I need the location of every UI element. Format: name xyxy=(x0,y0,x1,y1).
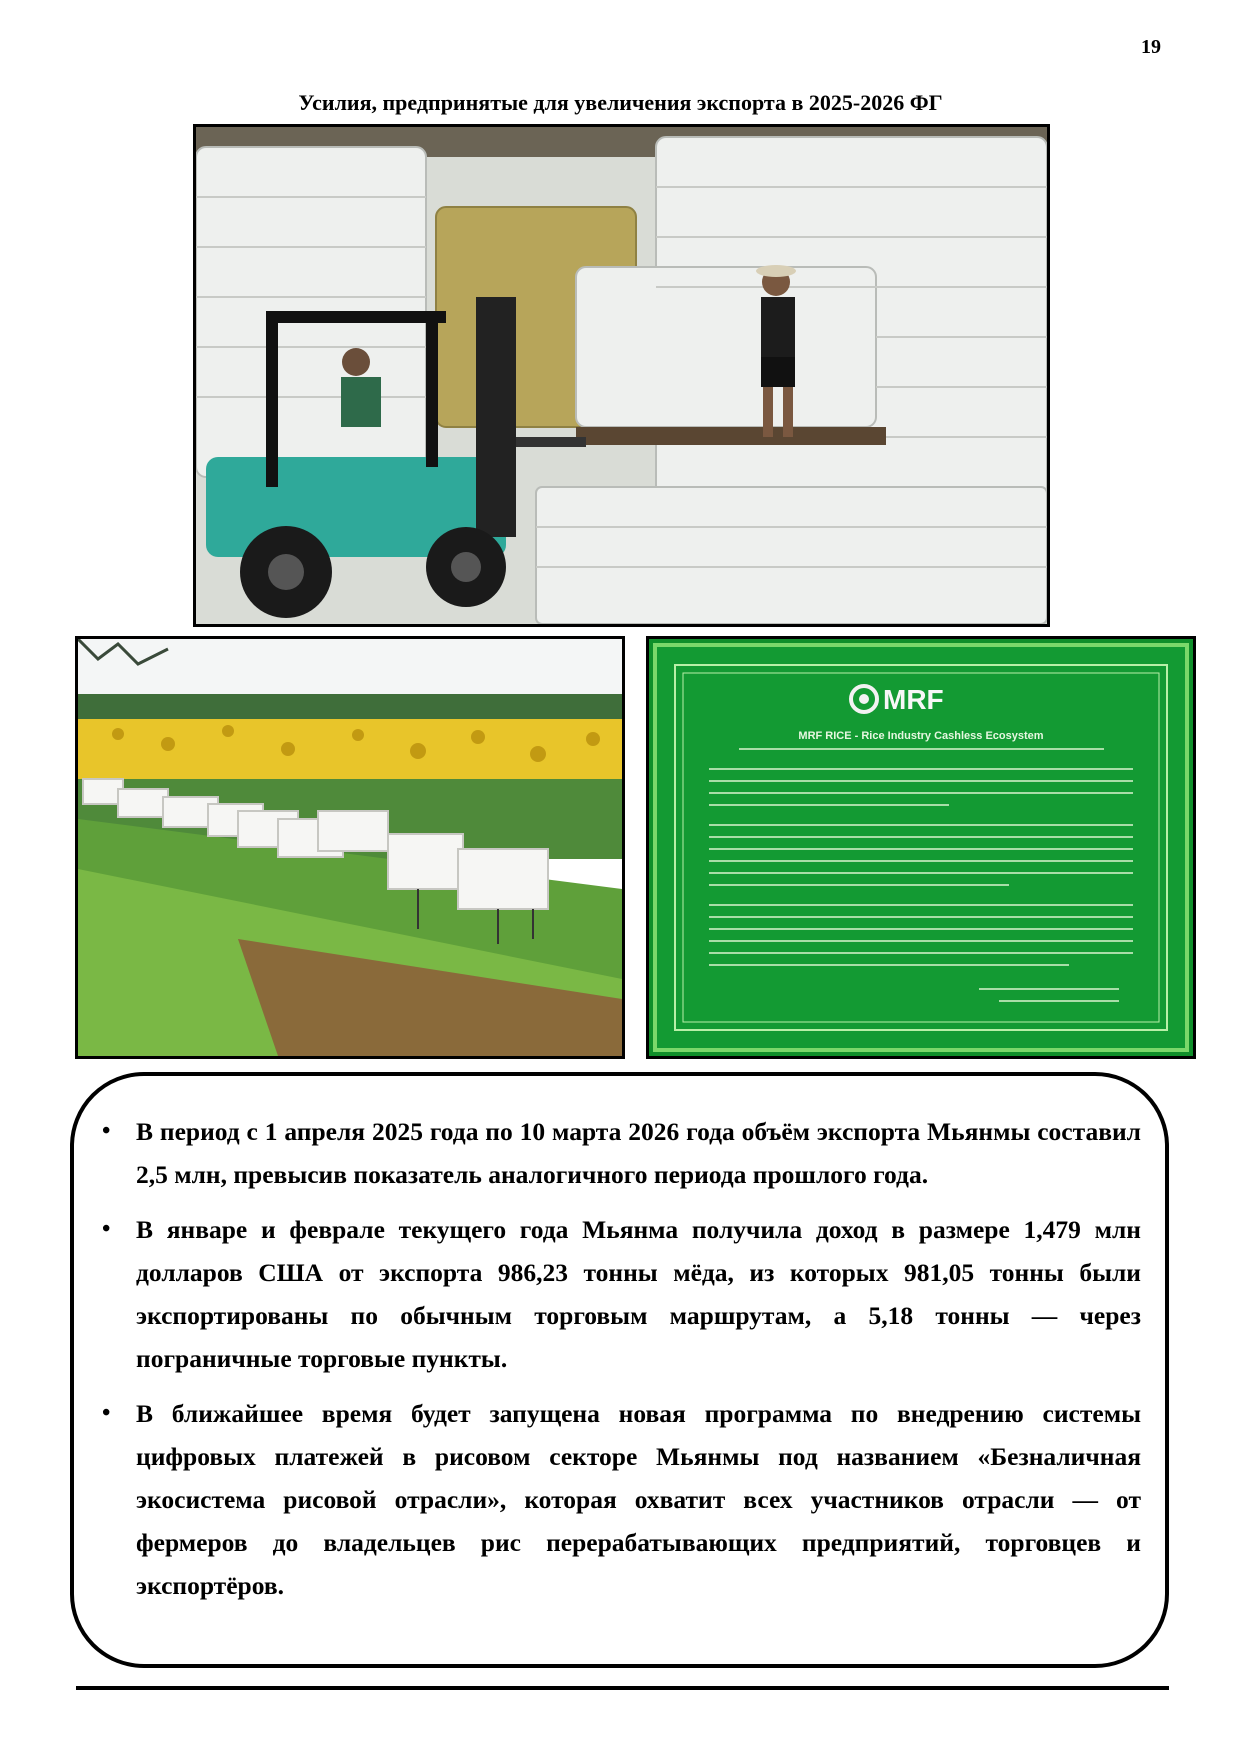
bullet-dot-icon: • xyxy=(102,1216,111,1242)
mrf-heading: MRF RICE - Rice Industry Cashless Ecosystem xyxy=(798,730,1044,742)
bullet-dot-icon: • xyxy=(102,1118,111,1144)
rice-warehouse-forklift-icon xyxy=(196,127,1047,624)
bullet-text: В ближайшее время будет запущена новая программа по внедрению системы цифровых платежей в рисовом секторе Мьянмы под названием «Безналичная экосистема рисовой отрасли», которая охватит всех участников отрасли — от фермеров до владельцев рис перерабатывающих предприятий, торговцев и экспортёров. xyxy=(136,1399,1141,1600)
mrf-certificate-image xyxy=(646,636,1196,1059)
page-number: 19 xyxy=(1141,36,1161,58)
mrf-rice-cashless-ecosystem-icon xyxy=(649,639,1193,1056)
bullet-text: В период с 1 апреля 2025 года по 10 марта 2026 года объём экспорта Мьянмы составил 2,5 млн, превысив показатель аналогичного периода прошлого года. xyxy=(136,1117,1141,1189)
page-title: Усилия, предпринятые для увеличения экспорта в 2025-2026 ФГ xyxy=(298,90,943,115)
bullet-text: В январе и феврале текущего года Мьянма получила доход в размере 1,479 млн долларов США от экспорта 986,23 тонны мёда, из которых 981,05 тонны были экспортированы по обычным торговым маршрутам, а 5,18 тонны — через пограничные торговые пункты. xyxy=(136,1215,1141,1373)
bullet-text-box xyxy=(70,1072,1169,1668)
bullet-item xyxy=(102,1392,1141,1607)
bottom-rule xyxy=(76,1686,1169,1690)
bullet-item xyxy=(102,1110,1141,1196)
bullet-item xyxy=(102,1208,1141,1380)
mrf-logo-text: MRF xyxy=(883,684,944,715)
sunflower-beehives-photo xyxy=(75,636,625,1059)
sunflower-field-beehives-icon xyxy=(78,639,622,1056)
bullet-dot-icon: • xyxy=(102,1400,111,1426)
warehouse-photo xyxy=(193,124,1050,627)
bullet-list xyxy=(102,1110,1141,1619)
